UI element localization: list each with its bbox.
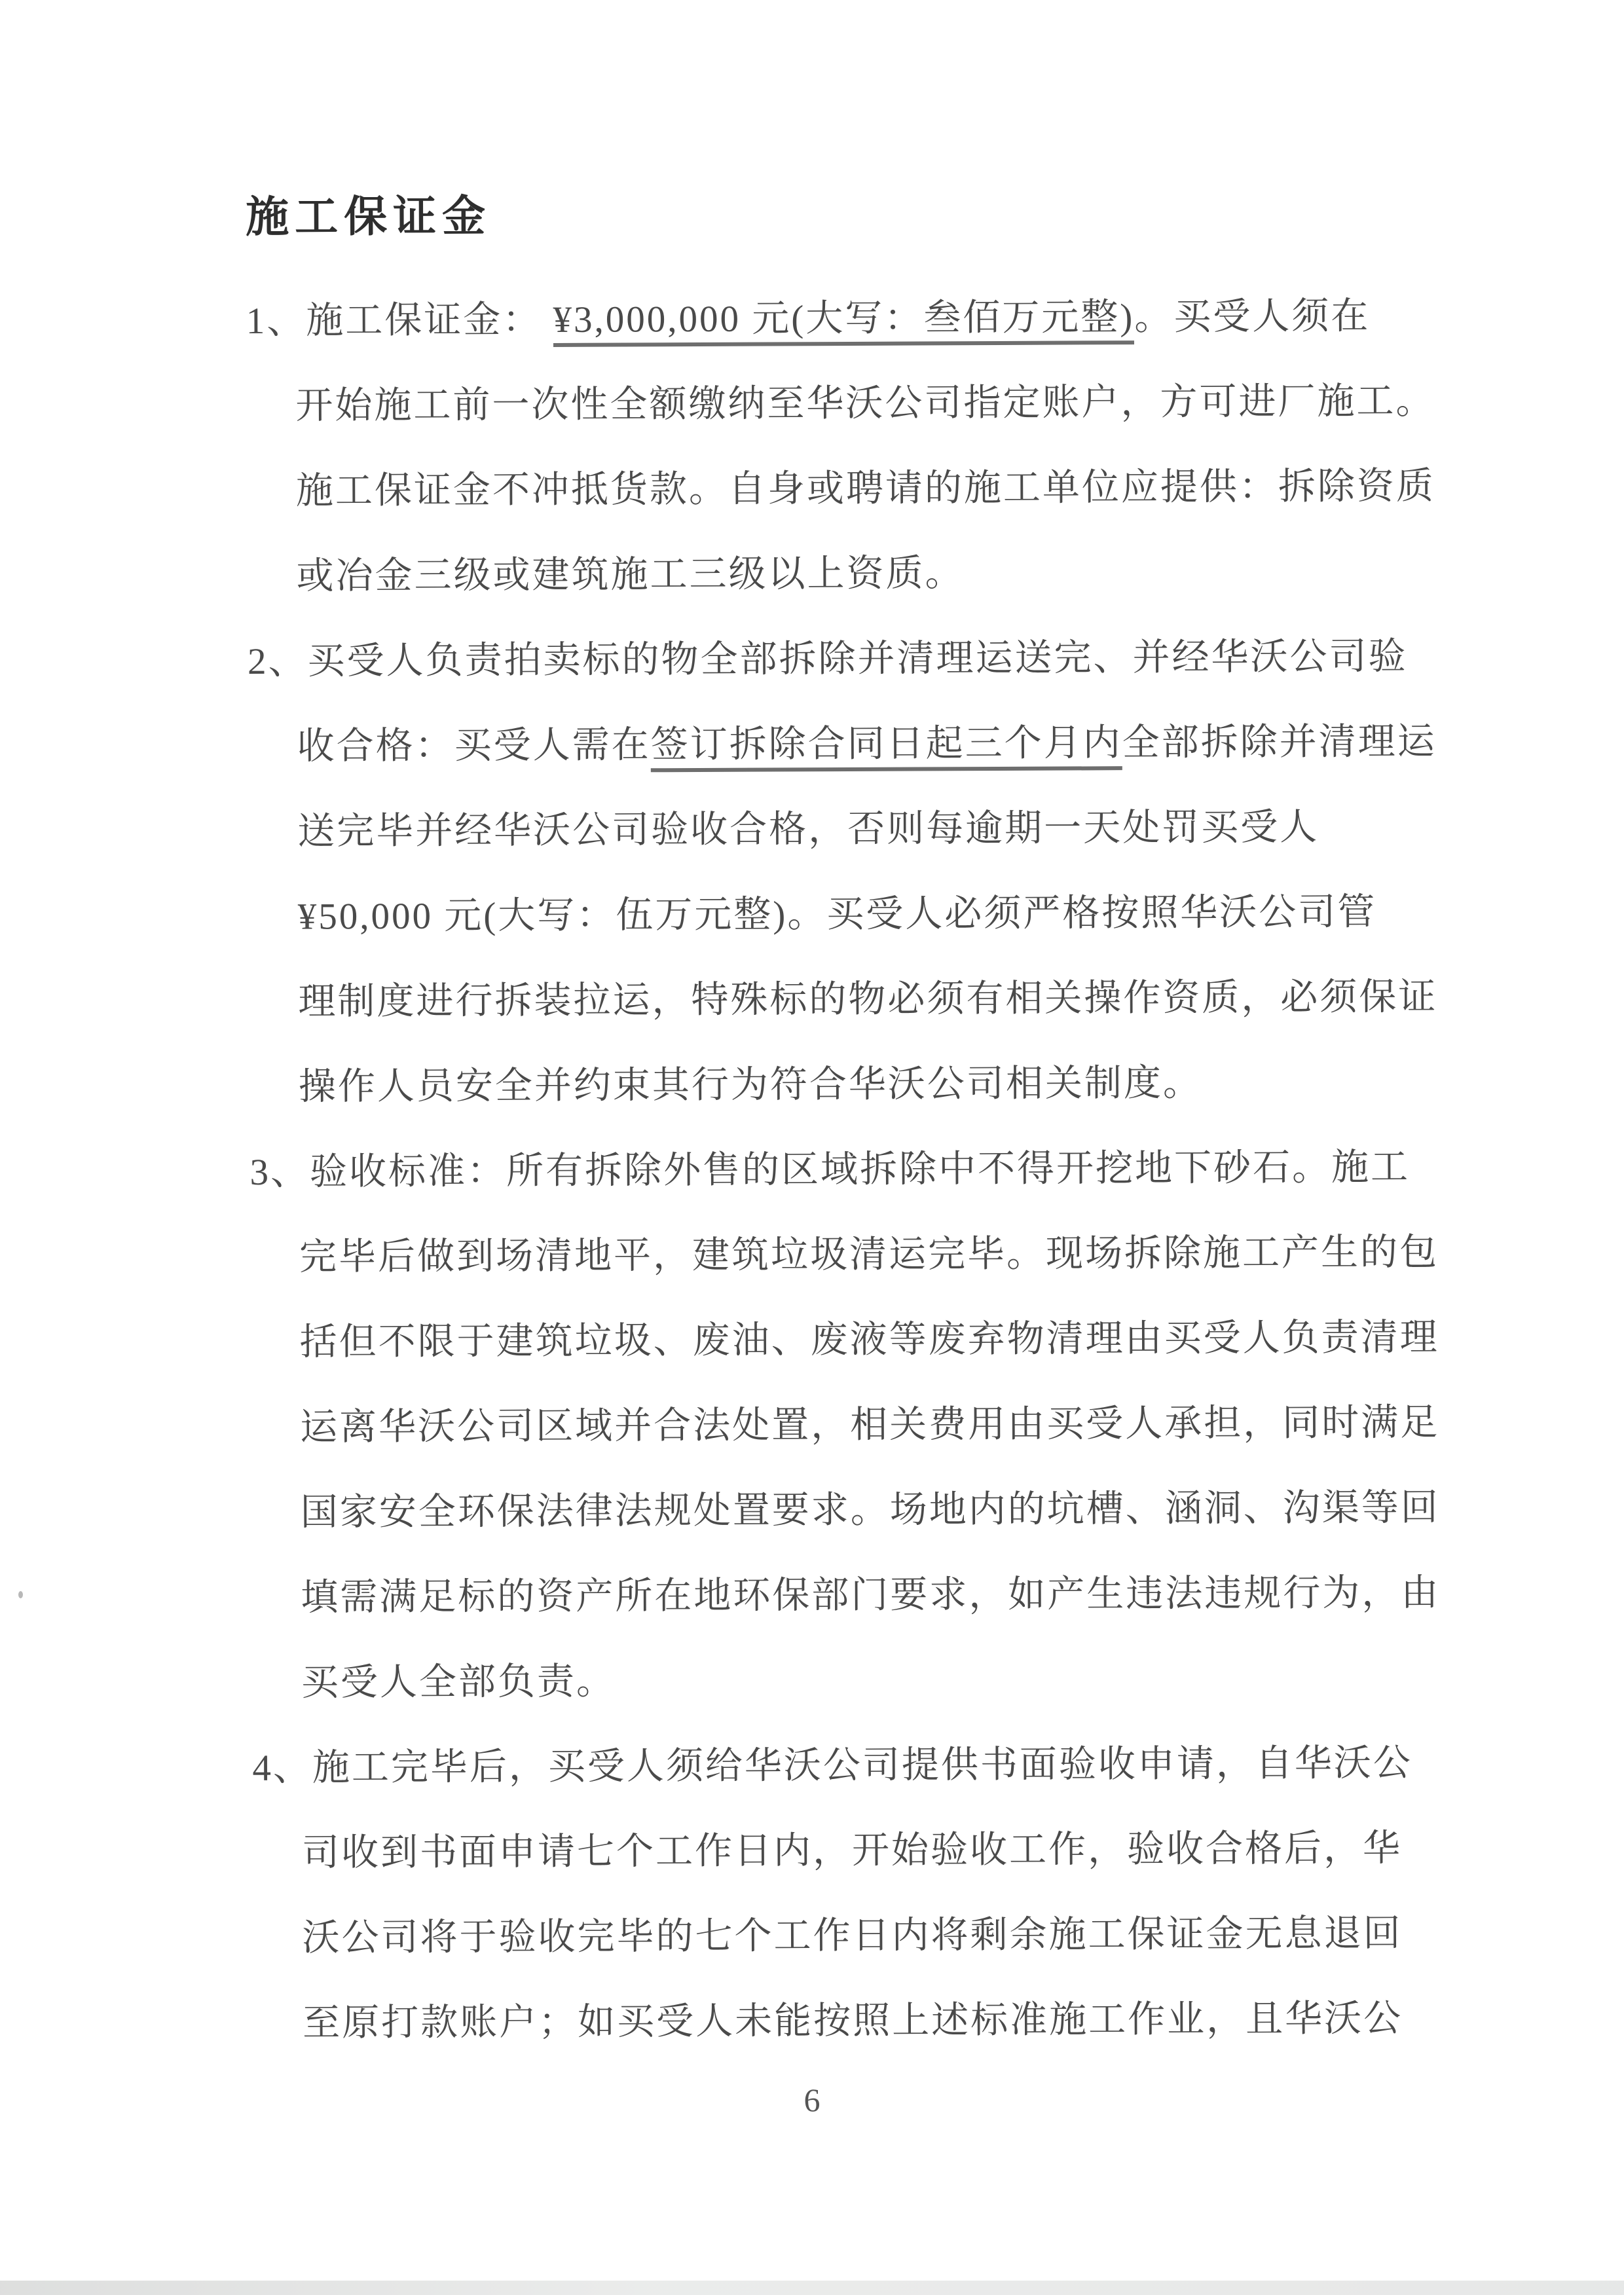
text-line [299, 1040, 1422, 1129]
list-item [246, 274, 1436, 619]
text-segment: 理制度进行拆装拉运，特殊标的物必须有相关操作资质，必须保证 [298, 976, 1438, 1023]
text-line [298, 870, 1422, 959]
list-item [247, 614, 1438, 1130]
list-item [252, 1721, 1426, 2066]
text-segment: 4、施工完毕后，买受人须给华沃公司提供书面验收申请，自华沃公 [252, 1742, 1413, 1789]
text-segment: 全部拆除并清理运 [1122, 721, 1437, 764]
text-segment: 收合格：买受人需在 [297, 724, 651, 767]
text-line [301, 1636, 1425, 1725]
text-segment: 1、施工保证金： [246, 299, 553, 342]
text-segment: 司收到书面申请七个工作日内，开始验收工作，验收合格后，华 [301, 1827, 1403, 1874]
text-segment: 3、验收标准：所有拆除外售的区域拆除中不得开挖地下砂石。施工 [249, 1147, 1411, 1193]
document-content [245, 191, 1441, 2066]
text-segment: 沃公司将于验收完毕的七个工作日内将剩余施工保证金无息退回 [302, 1913, 1403, 1959]
text-segment: 买受人全部负责。 [301, 1661, 616, 1704]
text-line [295, 359, 1435, 449]
text-line [299, 1210, 1439, 1300]
text-segment: 2、买受人负责拍卖标的物全部拆除并清理运送完、并经华沃公司验 [247, 636, 1408, 682]
text-segment: 完毕后做到场清地平，建筑垃圾清运完毕。现场拆除施工产生的包 [299, 1232, 1439, 1278]
text-line [303, 1976, 1426, 2066]
text-line [249, 1125, 1422, 1215]
text-segment: 至原打款账户；如买受人未能按照上述标准施工作业，且华沃公 [303, 1998, 1403, 2044]
text-segment: 运离华沃公司区域并合法处置，相关费用由买受人承担，同时满足 [300, 1402, 1440, 1448]
text-line [297, 784, 1421, 874]
text-line [299, 1295, 1439, 1385]
text-line [246, 274, 1419, 364]
text-segment: 国家安全环保法律法规处置要求。场地内的坑槽、涵洞、沟渠等回 [300, 1487, 1440, 1533]
text-segment: 或冶金三级或建筑施工三级以上资质。 [296, 553, 965, 597]
text-line [295, 444, 1436, 534]
text-segment: 填需满足标的资产所在地环保部门要求，如产生违法违规行为，由 [301, 1572, 1441, 1619]
text-segment: 送完毕并经华沃公司验收合格，否则每逾期一天处罚买受人 [297, 806, 1320, 853]
scan-speck [18, 1591, 23, 1598]
text-segment: 操作人员安全并约束其行为符合华沃公司相关制度。 [298, 1062, 1203, 1108]
underlined-text: ¥3,000,000 元(大写：叁佰万元整) [553, 297, 1134, 347]
text-line [300, 1380, 1440, 1470]
page-number: 6 [803, 2082, 821, 2118]
text-line [298, 955, 1438, 1044]
text-segment: 。买受人须在 [1134, 295, 1371, 339]
text-segment: 开始施工前一次性全额缴纳至华沃公司指定账户，方可进厂施工。 [295, 380, 1435, 427]
text-segment: ¥50,000 元(大写：伍万元整)。买受人必须严格按照华沃公司管 [297, 891, 1377, 938]
text-line [248, 614, 1420, 705]
text-line [301, 1551, 1441, 1640]
text-line [296, 529, 1420, 619]
text-segment: 括但不限于建筑垃圾、废油、废液等废弃物清理由买受人负责清理 [299, 1317, 1439, 1363]
bottom-scan-edge [0, 2281, 1624, 2295]
text-segment: 施工保证金不冲抵货款。自身或聘请的施工单位应提供：拆除资质 [295, 466, 1436, 512]
items-container [246, 274, 1441, 2066]
text-line [297, 699, 1437, 789]
page-title: 施工保证金 [245, 193, 492, 242]
text-line [252, 1721, 1425, 1811]
text-line [300, 1465, 1440, 1555]
text-line [302, 1806, 1426, 1896]
list-item [249, 1125, 1441, 1726]
text-line [302, 1891, 1426, 1981]
underlined-text: 签订拆除合同日起三个月内 [651, 722, 1122, 772]
